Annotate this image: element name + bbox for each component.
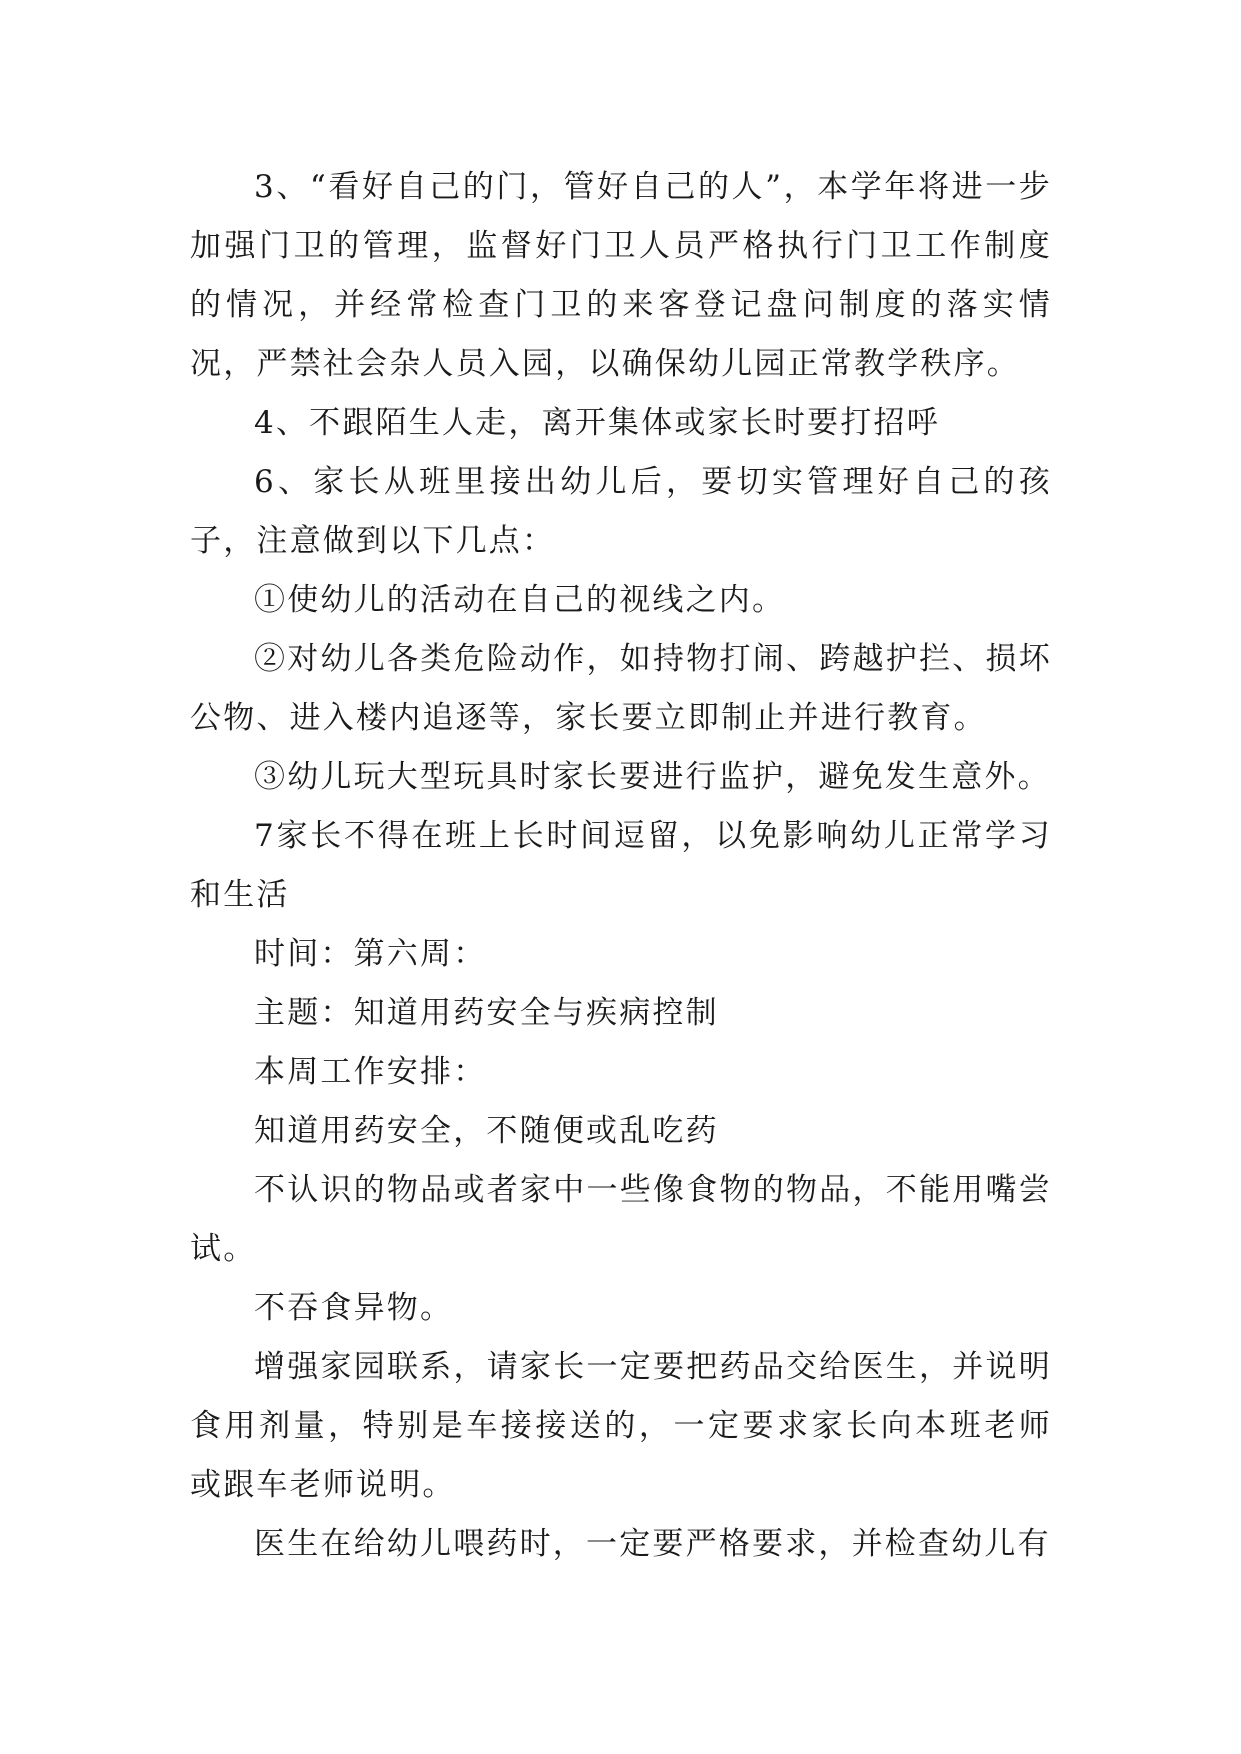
paragraph-no-lingering: 7家长不得在班上长时间逗留，以免影响幼儿正常学习和生活 xyxy=(190,818,1052,913)
document-body xyxy=(190,158,1052,1574)
paragraph-time: 时间：第六周： xyxy=(254,936,487,972)
paragraph-strangers: 4、不跟陌生人走，离开集体或家长时要打招呼 xyxy=(254,405,940,441)
paragraph-home-school-contact: 增强家园联系，请家长一定要把药品交给医生，并说明食用剂量，特别是车接接送的，一定要求家长向本班老师或跟车老师说明。 xyxy=(190,1349,1052,1503)
paragraph-theme: 主题：知道用药安全与疾病控制 xyxy=(254,995,719,1031)
paragraph-point-2: ②对幼儿各类危险动作，如持物打闹、跨越护拦、损坏公物、进入楼内追逐等，家长要立即制止并进行教育。 xyxy=(190,641,1052,736)
paragraph-weekly-plan: 本周工作安排： xyxy=(254,1054,487,1090)
paragraph-doctor-medication: 医生在给幼儿喂药时，一定要严格要求，并检查幼儿有 xyxy=(254,1526,1051,1562)
paragraph-unknown-items: 不认识的物品或者家中一些像食物的物品，不能用嘴尝试。 xyxy=(190,1172,1052,1267)
paragraph-foreign-objects: 不吞食异物。 xyxy=(254,1290,454,1326)
paragraph-gate-management: 3、“看好自己的门，管好自己的人”，本学年将进一步加强门卫的管理，监督好门卫人员严格执行门卫工作制度的情况，并经常检查门卫的来客登记盘问制度的落实情况，严禁社会杂人员入园，以确保幼儿园正常教学秩序。 xyxy=(190,169,1052,382)
paragraph-point-3: ③幼儿玩大型玩具时家长要进行监护，避免发生意外。 xyxy=(254,759,1051,795)
paragraph-parent-pickup: 6、家长从班里接出幼儿后，要切实管理好自己的孩子，注意做到以下几点： xyxy=(190,464,1052,559)
paragraph-point-1: ①使幼儿的活动在自己的视线之内。 xyxy=(254,582,786,618)
paragraph-medicine-safety: 知道用药安全，不随便或乱吃药 xyxy=(254,1113,719,1149)
